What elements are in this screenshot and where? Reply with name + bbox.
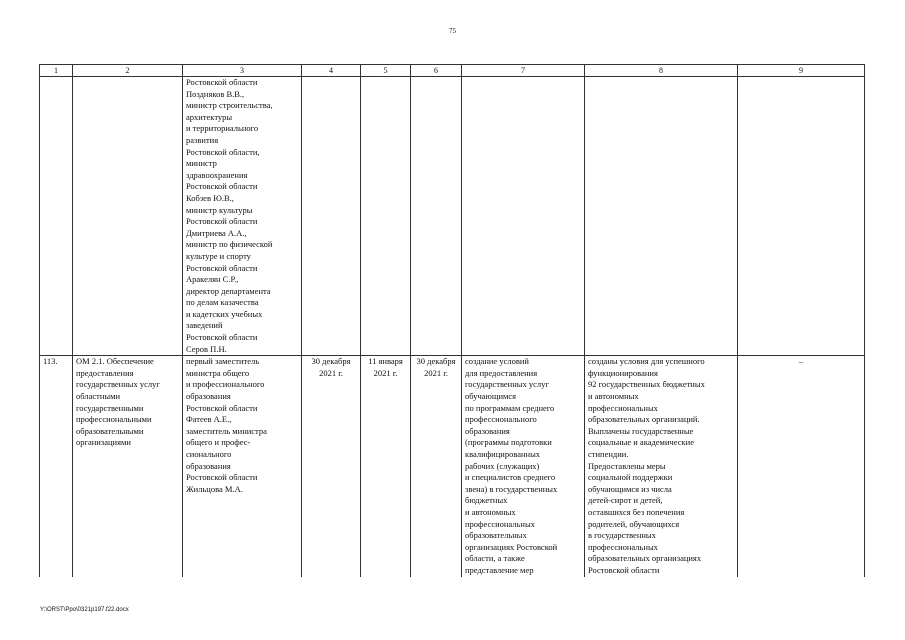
fact-end-date-cell <box>411 356 462 577</box>
measure-name-cell <box>73 356 183 577</box>
column-header: 9 <box>738 65 865 77</box>
text-line: Ростовской области <box>186 332 258 343</box>
table-row <box>40 356 865 577</box>
text-line: области, а также <box>465 553 525 564</box>
text-line: министр <box>186 158 217 169</box>
column-header: 4 <box>302 65 361 77</box>
text-line: Фатеев А.Е., <box>186 414 232 425</box>
text-line: по делам казачества <box>186 297 259 308</box>
text-line: 2021 г. <box>424 367 448 378</box>
table-cell <box>302 77 361 356</box>
table-cell <box>585 77 738 356</box>
text-line: обучающимся <box>465 391 517 402</box>
text-line: социальной поддержки <box>588 472 673 483</box>
text-line: родителей, обучающихся <box>588 518 680 529</box>
responsible-persons-cell <box>183 356 302 577</box>
text-line: детей-сирот и детей, <box>588 495 663 506</box>
text-line: звена) в государственных <box>465 483 558 494</box>
text-line: и профессионального <box>186 379 265 390</box>
text-line: обучающимся из числа <box>588 483 672 494</box>
text-line: организациями <box>76 437 131 448</box>
text-line: 2021 г. <box>373 367 398 378</box>
text-line: образования <box>465 425 510 436</box>
column-header: 2 <box>73 65 183 77</box>
text-line: развития <box>186 134 219 145</box>
text-line: и территориального <box>186 123 259 134</box>
text-line: 2021 г. <box>319 367 343 378</box>
text-line: Ростовской области <box>186 181 258 192</box>
text-line: по программам среднего <box>465 402 555 413</box>
page-number: 75 <box>449 27 456 35</box>
table-cell <box>738 77 865 356</box>
text-line: организациях Ростовской <box>465 541 558 552</box>
row-number-cell: 113. <box>40 356 73 577</box>
text-line: министр строительства, <box>186 100 273 111</box>
column-header: 8 <box>585 65 738 77</box>
text-line: Выплачены государственные <box>588 425 694 436</box>
text-line: представление мер <box>465 564 534 575</box>
text-line: предоставления <box>76 367 134 378</box>
text-line: Ростовской области <box>186 472 258 483</box>
text-line: Ростовской области, <box>186 146 260 157</box>
text-line: рабочих (служащих) <box>465 460 540 471</box>
text-line: бюджетных <box>465 495 508 506</box>
table-cell <box>40 77 73 356</box>
text-line: сионального <box>186 449 232 459</box>
text-line: образовательных организаций. <box>588 414 700 425</box>
table-cell <box>73 77 183 356</box>
reasons-cell: – <box>738 356 865 577</box>
text-line: заместитель министра <box>186 425 267 436</box>
text-line: общего и профес- <box>186 437 251 448</box>
text-line: государственных услуг <box>465 379 549 390</box>
table-cell <box>462 77 585 356</box>
text-line: Ростовской области <box>186 262 258 273</box>
text-line: 30 декабря <box>311 356 351 367</box>
header-row <box>40 65 865 77</box>
text-line: образовательных <box>465 530 527 541</box>
text-line: Ростовской области <box>186 216 258 227</box>
text-line: здравоохранения <box>186 169 248 180</box>
planned-results-cell <box>462 356 585 577</box>
footer-file-path: Y:\ORST\Ppo\0321p197.f22.docx <box>40 607 129 613</box>
text-line: профессионального <box>465 414 537 425</box>
text-line: Ростовской области <box>186 402 258 413</box>
text-line: профессиональных <box>588 541 658 552</box>
column-header: 6 <box>411 65 462 77</box>
text-line: 11 января <box>368 356 403 367</box>
text-line: министр по физической <box>186 239 273 250</box>
text-line: Жильцова М.А. <box>186 483 243 494</box>
text-line: областными <box>76 391 121 402</box>
text-line: образовательными <box>76 425 144 436</box>
responsible-persons-cell <box>183 77 302 356</box>
text-line: образовательных организациях <box>588 553 702 564</box>
column-header: 5 <box>361 65 411 77</box>
text-line: Поздняков В.В., <box>186 88 245 99</box>
text-line: министр культуры <box>186 204 253 215</box>
text-line: Кобзев Ю.В., <box>186 192 234 203</box>
text-line: в государственных <box>588 530 656 541</box>
text-line: 92 государственных бюджетных <box>588 379 705 390</box>
text-line: созданы условия для успешного <box>588 356 705 367</box>
text-line: профессиональными <box>76 414 152 425</box>
text-line: Предоставлены меры <box>588 460 666 471</box>
text-line: для предоставления <box>465 367 538 378</box>
text-line: культуре и спорту <box>186 250 251 261</box>
actual-results-cell <box>585 356 738 577</box>
text-line: профессиональных <box>465 518 535 529</box>
column-header: 1 <box>40 65 73 77</box>
column-header: 3 <box>183 65 302 77</box>
text-line: социальные и академические <box>588 437 694 448</box>
text-line: Ростовской области <box>186 77 258 87</box>
table-cell <box>361 77 411 356</box>
text-line: квалифицированных <box>465 449 541 459</box>
text-line: ОМ 2.1. Обеспечение <box>76 356 154 367</box>
text-line: Серов П.Н. <box>186 343 227 354</box>
text-line: и автономных <box>588 391 639 402</box>
text-line: оставшихся без попечения <box>588 506 685 517</box>
text-line: и кадетских учебных <box>186 308 263 319</box>
text-line: 30 декабря <box>416 356 456 367</box>
table-cell <box>411 77 462 356</box>
text-line: первый заместитель <box>186 356 260 367</box>
column-header: 7 <box>462 65 585 77</box>
text-line: профессиональных <box>588 402 658 413</box>
text-line: создание условий <box>465 356 529 367</box>
fact-start-date-cell <box>361 356 411 577</box>
text-line: Ростовской области <box>588 564 660 575</box>
text-line: и специалистов среднего <box>465 472 556 483</box>
text-line: образования <box>186 391 231 402</box>
plan-end-date-cell <box>302 356 361 577</box>
plan-table <box>39 64 865 577</box>
text-line: Дмитриева А.А., <box>186 227 247 238</box>
text-line: (программы подготовки <box>465 437 552 448</box>
text-line: стипендии. <box>588 449 629 459</box>
text-line: заведений <box>186 320 223 331</box>
text-line: функционирования <box>588 367 658 378</box>
text-line: директор департамента <box>186 285 271 296</box>
text-line: архитектуры <box>186 111 233 122</box>
text-line: образования <box>186 460 231 471</box>
table-row <box>40 77 865 356</box>
text-line: государственными <box>76 402 144 413</box>
text-line: и автономных <box>465 506 516 517</box>
text-line: Аракелян С.Р., <box>186 274 239 285</box>
text-line: министра общего <box>186 367 250 378</box>
text-line: государственных услуг <box>76 379 160 390</box>
